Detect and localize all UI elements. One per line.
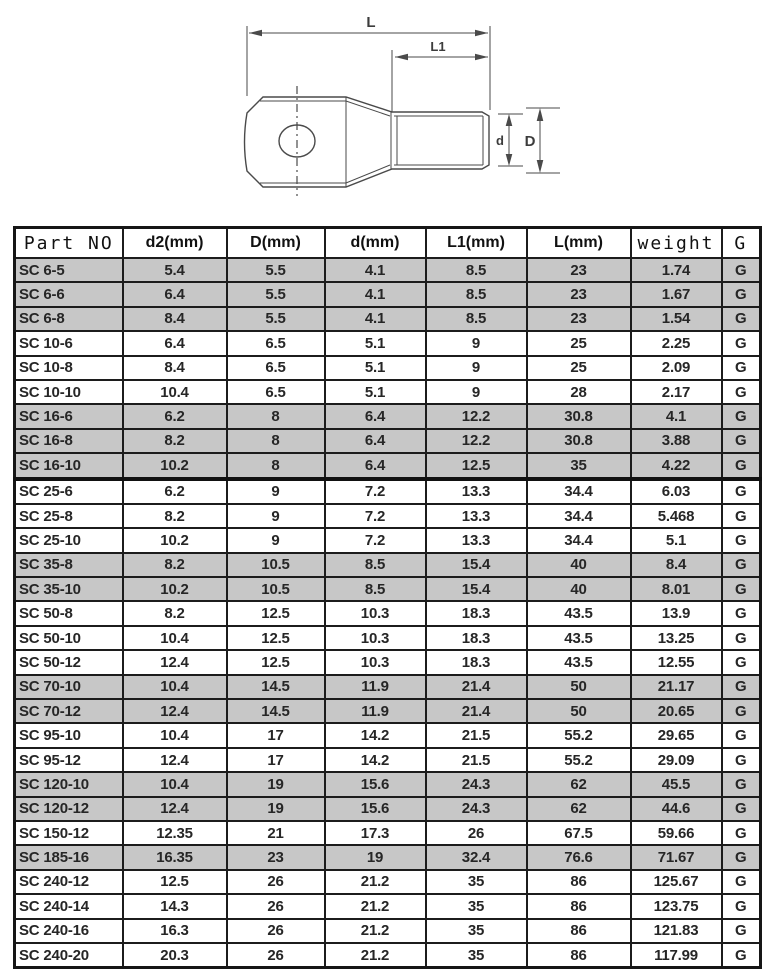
value-cell: 5.1 — [631, 528, 722, 552]
value-cell: 67.5 — [527, 821, 631, 845]
value-cell: 28 — [527, 380, 631, 404]
value-cell: 44.6 — [631, 797, 722, 821]
value-cell: 12.2 — [426, 429, 527, 453]
value-cell: 25 — [527, 331, 631, 355]
value-cell: 9 — [227, 479, 325, 504]
value-cell: 6.2 — [123, 404, 227, 428]
value-cell: 30.8 — [527, 404, 631, 428]
part-no-cell: SC 95-12 — [15, 748, 123, 772]
value-cell: 26 — [227, 919, 325, 943]
table-row — [15, 331, 761, 355]
value-cell: 12.4 — [123, 699, 227, 723]
value-cell: 12.2 — [426, 404, 527, 428]
value-cell: 123.75 — [631, 894, 722, 918]
value-cell: 59.66 — [631, 821, 722, 845]
value-cell: 15.4 — [426, 577, 527, 601]
value-cell: 19 — [325, 845, 426, 869]
part-no-cell: SC 16-8 — [15, 429, 123, 453]
value-cell: 11.9 — [325, 699, 426, 723]
table-row — [15, 748, 761, 772]
value-cell: 10.5 — [227, 553, 325, 577]
value-cell: G — [722, 772, 761, 796]
value-cell: 2.17 — [631, 380, 722, 404]
value-cell: G — [722, 894, 761, 918]
value-cell: G — [722, 650, 761, 674]
value-cell: 8.2 — [123, 553, 227, 577]
table-row — [15, 601, 761, 625]
dimension-lines — [247, 26, 560, 173]
value-cell: 24.3 — [426, 772, 527, 796]
value-cell: 34.4 — [527, 479, 631, 504]
part-no-cell: SC 10-10 — [15, 380, 123, 404]
cable-lug-technical-drawing — [0, 0, 772, 222]
lug-drawing-panel — [0, 0, 772, 222]
part-no-cell: SC 16-6 — [15, 404, 123, 428]
value-cell: 12.4 — [123, 797, 227, 821]
value-cell: 10.3 — [325, 650, 426, 674]
value-cell: G — [722, 919, 761, 943]
table-row — [15, 528, 761, 552]
value-cell: 121.83 — [631, 919, 722, 943]
part-no-cell: SC 25-6 — [15, 479, 123, 504]
table-row — [15, 772, 761, 796]
value-cell: 8.4 — [631, 553, 722, 577]
table-row — [15, 626, 761, 650]
value-cell: 4.1 — [325, 258, 426, 282]
value-cell: G — [722, 870, 761, 894]
value-cell: 21 — [227, 821, 325, 845]
value-cell: 6.4 — [123, 282, 227, 306]
value-cell: 10.4 — [123, 380, 227, 404]
value-cell: 13.9 — [631, 601, 722, 625]
value-cell: 86 — [527, 943, 631, 968]
value-cell: 34.4 — [527, 504, 631, 528]
value-cell: 12.5 — [227, 650, 325, 674]
value-cell: 18.3 — [426, 650, 527, 674]
value-cell: 26 — [227, 894, 325, 918]
part-no-cell: SC 16-10 — [15, 453, 123, 478]
value-cell: 23 — [527, 258, 631, 282]
table-row — [15, 504, 761, 528]
value-cell: 8.2 — [123, 429, 227, 453]
value-cell: 43.5 — [527, 626, 631, 650]
value-cell: 125.67 — [631, 870, 722, 894]
table-row — [15, 943, 761, 968]
part-no-cell: SC 150-12 — [15, 821, 123, 845]
value-cell: 8.5 — [426, 258, 527, 282]
table-row — [15, 845, 761, 869]
value-cell: 29.65 — [631, 723, 722, 747]
value-cell: 25 — [527, 356, 631, 380]
value-cell: 8.5 — [325, 553, 426, 577]
value-cell: 12.4 — [123, 650, 227, 674]
value-cell: 3.88 — [631, 429, 722, 453]
value-cell: G — [722, 626, 761, 650]
header-L: L(mm) — [527, 228, 631, 259]
table-row — [15, 870, 761, 894]
value-cell: 10.3 — [325, 601, 426, 625]
value-cell: 1.54 — [631, 307, 722, 331]
dim-label-d: d — [496, 133, 504, 148]
value-cell: 10.4 — [123, 626, 227, 650]
part-no-cell: SC 50-8 — [15, 601, 123, 625]
part-no-cell: SC 185-16 — [15, 845, 123, 869]
value-cell: 29.09 — [631, 748, 722, 772]
value-cell: G — [722, 675, 761, 699]
value-cell: 18.3 — [426, 626, 527, 650]
header-D: D(mm) — [227, 228, 325, 259]
value-cell: 55.2 — [527, 723, 631, 747]
value-cell: 30.8 — [527, 429, 631, 453]
part-no-cell: SC 35-8 — [15, 553, 123, 577]
header-row — [15, 228, 761, 259]
table-row — [15, 797, 761, 821]
table-row — [15, 453, 761, 478]
value-cell: 6.4 — [325, 453, 426, 478]
value-cell: G — [722, 821, 761, 845]
value-cell: 5.5 — [227, 307, 325, 331]
value-cell: 8.2 — [123, 504, 227, 528]
value-cell: 14.5 — [227, 699, 325, 723]
value-cell: 13.3 — [426, 528, 527, 552]
part-no-cell: SC 25-8 — [15, 504, 123, 528]
part-no-cell: SC 6-6 — [15, 282, 123, 306]
value-cell: 4.1 — [325, 282, 426, 306]
value-cell: 4.22 — [631, 453, 722, 478]
dim-label-L1: L1 — [430, 39, 446, 54]
table-row — [15, 577, 761, 601]
value-cell: G — [722, 282, 761, 306]
value-cell: 21.17 — [631, 675, 722, 699]
value-cell: 8.5 — [325, 577, 426, 601]
value-cell: 24.3 — [426, 797, 527, 821]
value-cell: 7.2 — [325, 528, 426, 552]
value-cell: 9 — [227, 528, 325, 552]
table-row — [15, 699, 761, 723]
value-cell: 62 — [527, 797, 631, 821]
table-row — [15, 894, 761, 918]
value-cell: 21.4 — [426, 699, 527, 723]
value-cell: 86 — [527, 919, 631, 943]
value-cell: 8.5 — [426, 307, 527, 331]
value-cell: 8 — [227, 453, 325, 478]
value-cell: 23 — [527, 282, 631, 306]
table-row — [15, 650, 761, 674]
value-cell: 21.5 — [426, 748, 527, 772]
value-cell: 16.35 — [123, 845, 227, 869]
value-cell: G — [722, 528, 761, 552]
table-row — [15, 919, 761, 943]
value-cell: 86 — [527, 870, 631, 894]
value-cell: 35 — [426, 919, 527, 943]
value-cell: 13.25 — [631, 626, 722, 650]
value-cell: 12.5 — [123, 870, 227, 894]
value-cell: 40 — [527, 553, 631, 577]
value-cell: 5.5 — [227, 258, 325, 282]
value-cell: 11.9 — [325, 675, 426, 699]
lug-outline — [245, 97, 490, 187]
value-cell: G — [722, 307, 761, 331]
value-cell: G — [722, 429, 761, 453]
header-d: d(mm) — [325, 228, 426, 259]
table-row — [15, 380, 761, 404]
value-cell: 5.5 — [227, 282, 325, 306]
value-cell: 6.5 — [227, 356, 325, 380]
value-cell: 35 — [527, 453, 631, 478]
value-cell: 12.4 — [123, 748, 227, 772]
value-cell: 17 — [227, 748, 325, 772]
value-cell: 4.1 — [631, 404, 722, 428]
value-cell: 26 — [426, 821, 527, 845]
value-cell: 8.01 — [631, 577, 722, 601]
value-cell: G — [722, 479, 761, 504]
part-no-cell: SC 6-5 — [15, 258, 123, 282]
value-cell: 2.09 — [631, 356, 722, 380]
value-cell: 8.2 — [123, 601, 227, 625]
header-weight: weight — [631, 228, 722, 259]
value-cell: 21.2 — [325, 870, 426, 894]
value-cell: 6.5 — [227, 380, 325, 404]
value-cell: 35 — [426, 894, 527, 918]
part-no-cell: SC 50-10 — [15, 626, 123, 650]
value-cell: 23 — [527, 307, 631, 331]
value-cell: 15.6 — [325, 797, 426, 821]
value-cell: 12.55 — [631, 650, 722, 674]
value-cell: 21.5 — [426, 723, 527, 747]
value-cell: 14.2 — [325, 723, 426, 747]
value-cell: G — [722, 453, 761, 478]
value-cell: 9 — [227, 504, 325, 528]
value-cell: G — [722, 380, 761, 404]
value-cell: 14.2 — [325, 748, 426, 772]
value-cell: 5.1 — [325, 380, 426, 404]
value-cell: 2.25 — [631, 331, 722, 355]
value-cell: 35 — [426, 943, 527, 968]
value-cell: 6.03 — [631, 479, 722, 504]
value-cell: 21.2 — [325, 894, 426, 918]
part-no-cell: SC 35-10 — [15, 577, 123, 601]
value-cell: 21.4 — [426, 675, 527, 699]
table-row — [15, 258, 761, 282]
value-cell: 8.4 — [123, 356, 227, 380]
table-row — [15, 282, 761, 306]
value-cell: 15.6 — [325, 772, 426, 796]
value-cell: 86 — [527, 894, 631, 918]
value-cell: 50 — [527, 699, 631, 723]
value-cell: 71.67 — [631, 845, 722, 869]
table-row — [15, 356, 761, 380]
table-row — [15, 553, 761, 577]
table-row — [15, 479, 761, 504]
value-cell: 43.5 — [527, 650, 631, 674]
part-no-cell: SC 10-6 — [15, 331, 123, 355]
value-cell: 20.65 — [631, 699, 722, 723]
part-no-cell: SC 6-8 — [15, 307, 123, 331]
part-no-cell: SC 240-12 — [15, 870, 123, 894]
value-cell: 62 — [527, 772, 631, 796]
part-no-cell: SC 70-12 — [15, 699, 123, 723]
value-cell: 10.4 — [123, 723, 227, 747]
value-cell: 26 — [227, 943, 325, 968]
value-cell: 17.3 — [325, 821, 426, 845]
part-no-cell: SC 120-12 — [15, 797, 123, 821]
value-cell: 40 — [527, 577, 631, 601]
value-cell: 7.2 — [325, 479, 426, 504]
value-cell: 43.5 — [527, 601, 631, 625]
table-row — [15, 404, 761, 428]
value-cell: 15.4 — [426, 553, 527, 577]
part-no-cell: SC 240-20 — [15, 943, 123, 968]
value-cell: 10.2 — [123, 528, 227, 552]
value-cell: 23 — [227, 845, 325, 869]
value-cell: 12.5 — [426, 453, 527, 478]
value-cell: 17 — [227, 723, 325, 747]
header-part-no: Part NO — [15, 228, 123, 259]
value-cell: 55.2 — [527, 748, 631, 772]
value-cell: 9 — [426, 331, 527, 355]
value-cell: G — [722, 748, 761, 772]
value-cell: G — [722, 504, 761, 528]
value-cell: 35 — [426, 870, 527, 894]
value-cell: G — [722, 553, 761, 577]
value-cell: 1.74 — [631, 258, 722, 282]
value-cell: 6.4 — [325, 404, 426, 428]
value-cell: 10.5 — [227, 577, 325, 601]
value-cell: G — [722, 699, 761, 723]
spec-table-header — [15, 228, 761, 259]
value-cell: 7.2 — [325, 504, 426, 528]
value-cell: 8.5 — [426, 282, 527, 306]
value-cell: 5.468 — [631, 504, 722, 528]
value-cell: 6.4 — [325, 429, 426, 453]
value-cell: 117.99 — [631, 943, 722, 968]
value-cell: 5.4 — [123, 258, 227, 282]
value-cell: 10.3 — [325, 626, 426, 650]
value-cell: 16.3 — [123, 919, 227, 943]
value-cell: 6.2 — [123, 479, 227, 504]
value-cell: 19 — [227, 797, 325, 821]
value-cell: G — [722, 601, 761, 625]
spec-table-body — [15, 258, 761, 968]
value-cell: 18.3 — [426, 601, 527, 625]
table-row — [15, 723, 761, 747]
value-cell: 8 — [227, 429, 325, 453]
value-cell: 10.2 — [123, 453, 227, 478]
table-row — [15, 675, 761, 699]
value-cell: 14.3 — [123, 894, 227, 918]
value-cell: 5.1 — [325, 331, 426, 355]
value-cell: G — [722, 331, 761, 355]
value-cell: 45.5 — [631, 772, 722, 796]
value-cell: 50 — [527, 675, 631, 699]
value-cell: 13.3 — [426, 504, 527, 528]
value-cell: 76.6 — [527, 845, 631, 869]
part-no-cell: SC 95-10 — [15, 723, 123, 747]
value-cell: 13.3 — [426, 479, 527, 504]
value-cell: 26 — [227, 870, 325, 894]
header-G: G — [722, 228, 761, 259]
value-cell: G — [722, 723, 761, 747]
value-cell: 8.4 — [123, 307, 227, 331]
spec-table-panel — [0, 222, 772, 969]
value-cell: G — [722, 943, 761, 968]
value-cell: 12.35 — [123, 821, 227, 845]
value-cell: 12.5 — [227, 626, 325, 650]
value-cell: 6.4 — [123, 331, 227, 355]
value-cell: 14.5 — [227, 675, 325, 699]
value-cell: 10.4 — [123, 675, 227, 699]
header-L1: L1(mm) — [426, 228, 527, 259]
value-cell: 9 — [426, 356, 527, 380]
value-cell: 20.3 — [123, 943, 227, 968]
part-no-cell: SC 240-16 — [15, 919, 123, 943]
part-no-cell: SC 120-10 — [15, 772, 123, 796]
value-cell: G — [722, 356, 761, 380]
part-no-cell: SC 25-10 — [15, 528, 123, 552]
value-cell: 4.1 — [325, 307, 426, 331]
part-no-cell: SC 10-8 — [15, 356, 123, 380]
value-cell: 34.4 — [527, 528, 631, 552]
spec-table — [13, 226, 762, 969]
value-cell: 8 — [227, 404, 325, 428]
value-cell: 12.5 — [227, 601, 325, 625]
value-cell: 10.4 — [123, 772, 227, 796]
table-row — [15, 429, 761, 453]
value-cell: 21.2 — [325, 943, 426, 968]
value-cell: 10.2 — [123, 577, 227, 601]
value-cell: 6.5 — [227, 331, 325, 355]
value-cell: 1.67 — [631, 282, 722, 306]
part-no-cell: SC 70-10 — [15, 675, 123, 699]
value-cell: 5.1 — [325, 356, 426, 380]
part-no-cell: SC 240-14 — [15, 894, 123, 918]
dim-label-L: L — [366, 14, 376, 31]
header-d2: d2(mm) — [123, 228, 227, 259]
value-cell: 32.4 — [426, 845, 527, 869]
value-cell: G — [722, 577, 761, 601]
value-cell: G — [722, 845, 761, 869]
value-cell: G — [722, 404, 761, 428]
value-cell: 21.2 — [325, 919, 426, 943]
value-cell: 9 — [426, 380, 527, 404]
dim-label-D: D — [524, 133, 536, 150]
table-row — [15, 307, 761, 331]
value-cell: G — [722, 797, 761, 821]
value-cell: G — [722, 258, 761, 282]
value-cell: 19 — [227, 772, 325, 796]
table-row — [15, 821, 761, 845]
part-no-cell: SC 50-12 — [15, 650, 123, 674]
